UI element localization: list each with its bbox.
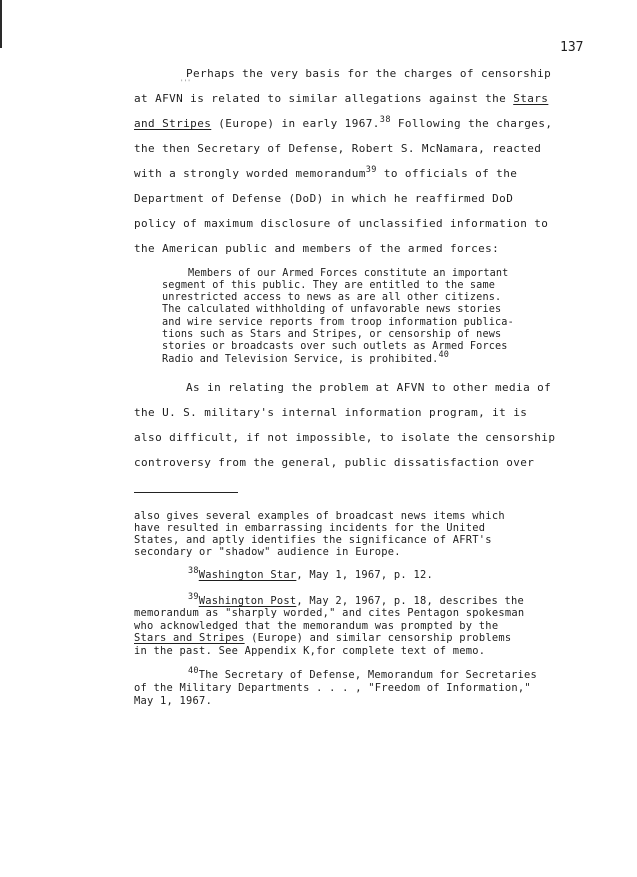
publication-title: Washington Star bbox=[198, 569, 297, 581]
body-paragraph-1-line-1: Perhaps the very basis for the charges of censorship bbox=[186, 67, 552, 80]
footnote-continued-line-1: also gives several examples of broadcast news items which bbox=[134, 510, 505, 522]
body-paragraph-1-line-6: Department of Defense (DoD) in which he reaffirmed DoD bbox=[134, 192, 514, 205]
footnote-text: , May 1, 1967, p. 12. bbox=[296, 569, 433, 581]
block-quote-line-7: stories or broadcasts over such outlets as Armed Forces bbox=[162, 341, 508, 352]
footnote-40-line-1 bbox=[188, 666, 538, 681]
page-edge-mark bbox=[0, 0, 2, 48]
footnote-39-line-4 bbox=[134, 633, 511, 643]
body-paragraph-1-line-7: policy of maximum disclosure of unclassified information to bbox=[134, 217, 549, 230]
footnote-continued-line-3: States, and aptly identifies the significance of AFRT's bbox=[134, 534, 492, 546]
body-paragraph-2-line-1: As in relating the problem at AFVN to other media of bbox=[186, 381, 552, 394]
block-quote-line-3: unrestricted access to news as are all other citizens. bbox=[162, 292, 502, 303]
footnote-text: , May 2, 1967, p. 18, describes the bbox=[296, 595, 525, 607]
footnote-number: 39 bbox=[188, 592, 199, 602]
footnote-39-line-2: memorandum as "sharply worded," and cites Pentagon spokesman bbox=[134, 607, 525, 619]
block-quote-line-4: The calculated withholding of unfavorable news stories bbox=[162, 304, 502, 315]
body-paragraph-1-line-4: the then Secretary of Defense, Robert S. McNamara, reacted bbox=[134, 142, 542, 155]
body-text: Following the charges, bbox=[390, 117, 553, 130]
block-quote-line-5: and wire service reports from troop information publica- bbox=[162, 317, 514, 328]
block-quote-line-1: Members of our Armed Forces constitute an important bbox=[188, 268, 509, 279]
footnote-40-line-3: May 1, 1967. bbox=[134, 695, 213, 707]
footnote-39-line-1 bbox=[188, 592, 525, 607]
footnote-39-line-5: in the past. See Appendix K,for complete text of memo. bbox=[134, 645, 486, 657]
stray-mark: ''' bbox=[180, 79, 191, 86]
footnote-continued-line-4: secondary or "shadow" audience in Europe. bbox=[134, 546, 401, 558]
footnote-text: (Europe) and similar censorship problems bbox=[244, 632, 512, 644]
footnote-reference: 40 bbox=[438, 350, 450, 360]
body-paragraph-1-line-5 bbox=[134, 165, 518, 180]
page-number: 137 bbox=[560, 40, 584, 55]
footnote-38 bbox=[188, 566, 433, 581]
publication-title: Stars bbox=[513, 92, 549, 105]
footnote-continued-line-2: have resulted in embarrassing incidents for the United bbox=[134, 522, 486, 534]
body-paragraph-1-line-3 bbox=[134, 115, 553, 130]
publication-title: and Stripes bbox=[134, 117, 212, 130]
publication-title: Stars and Stripes bbox=[134, 632, 245, 644]
publication-title: Washington Post bbox=[198, 595, 297, 607]
body-paragraph-1-line-8: the American public and members of the armed forces: bbox=[134, 242, 500, 255]
footnote-number: 38 bbox=[188, 566, 199, 576]
block-quote-line-8 bbox=[162, 350, 450, 365]
footnote-40-line-2: of the Military Departments . . . , "Freedom of Information," bbox=[134, 682, 531, 694]
body-text: (Europe) in early 1967. bbox=[211, 117, 380, 130]
body-paragraph-2-line-4: controversy from the general, public dissatisfaction over bbox=[134, 456, 535, 469]
block-quote-line-2: segment of this public. They are entitled to the same bbox=[162, 280, 496, 291]
footnote-number: 40 bbox=[188, 666, 199, 676]
footnote-39-line-3: who acknowledged that the memorandum was prompted by the bbox=[134, 620, 499, 632]
body-text: Radio and Television Service, is prohibited. bbox=[162, 354, 439, 365]
footnote-reference: 38 bbox=[379, 115, 391, 125]
footnote-reference: 39 bbox=[365, 165, 377, 175]
body-text: with a strongly worded memorandum bbox=[134, 167, 366, 180]
body-text: at AFVN is related to similar allegations against the bbox=[134, 92, 514, 105]
footnote-text: The Secretary of Defense, Memorandum for Secretaries bbox=[198, 669, 538, 681]
block-quote-line-6: tions such as Stars and Stripes, or censorship of news bbox=[162, 329, 502, 340]
body-paragraph-1-line-2 bbox=[134, 93, 548, 104]
body-paragraph-2-line-3: also difficult, if not impossible, to isolate the censorship bbox=[134, 431, 556, 444]
body-paragraph-2-line-2: the U. S. military's internal information program, it is bbox=[134, 406, 528, 419]
body-text: to officials of the bbox=[376, 167, 518, 180]
footnote-separator bbox=[134, 492, 238, 493]
